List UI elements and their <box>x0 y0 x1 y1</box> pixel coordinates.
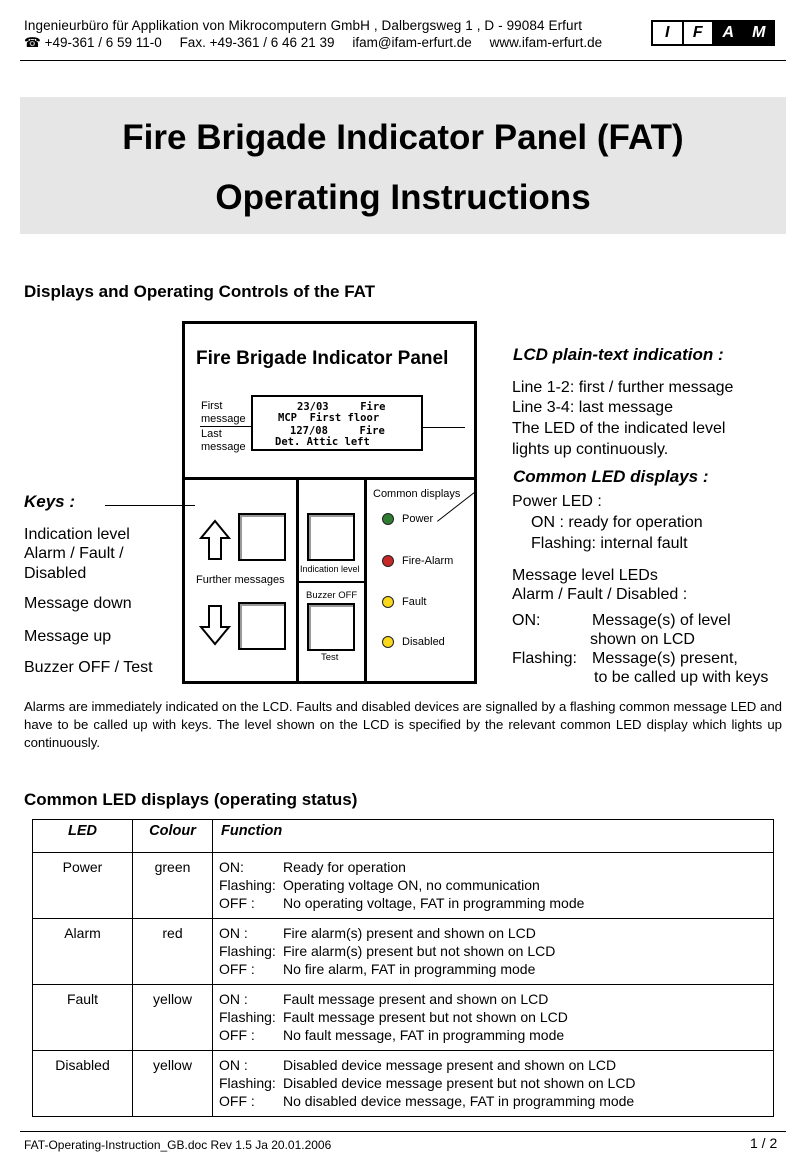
function-line <box>219 924 767 942</box>
key-item-message-down: Message down <box>24 595 132 612</box>
body-paragraph: Alarms are immediately indicated on the LCD. Faults and disabled devices are signalled by a flashing common message LED and have to be called up with keys. The level shown on the LCD is specified by the relevant common LED display which lights up continuously. <box>24 699 782 750</box>
function-description: Disabled device message present and shown on LCD <box>283 1057 617 1073</box>
cell-function <box>213 919 774 985</box>
keys-pointer-line <box>105 505 195 506</box>
function-state: ON: <box>219 859 244 875</box>
column-header-colour: Colour <box>133 820 213 853</box>
cell-led: Fault <box>33 985 133 1051</box>
message-up-key[interactable] <box>238 513 286 561</box>
flashing-value-2: to be called up with keys <box>594 669 769 686</box>
buzzer-test-key[interactable] <box>307 603 355 651</box>
function-line <box>219 876 767 894</box>
cell-colour: green <box>133 853 213 919</box>
table-row <box>33 1051 774 1117</box>
function-description: No disabled device message, FAT in programming mode <box>283 1093 635 1109</box>
lcd-info-line-3: The LED of the indicated level <box>512 420 726 437</box>
title-line-2: Operating Instructions <box>215 178 591 217</box>
function-line <box>219 942 767 960</box>
key-item-alarm-fault: Alarm / Fault / <box>24 545 124 562</box>
fire-alarm-led <box>382 555 394 567</box>
key-item-message-up: Message up <box>24 628 112 645</box>
function-state: ON : <box>219 991 248 1007</box>
website: www.ifam-erfurt.de <box>489 35 603 50</box>
function-state: OFF : <box>219 1027 255 1043</box>
title-line-1: Fire Brigade Indicator Panel (FAT) <box>122 118 684 157</box>
function-description: Fire alarm(s) present and shown on LCD <box>283 925 536 941</box>
table-header-row <box>33 820 774 853</box>
power-led-label: Power <box>402 513 434 525</box>
table-row <box>33 919 774 985</box>
panel-title: Fire Brigade Indicator Panel <box>196 348 449 369</box>
buzzer-off-label: Buzzer OFF <box>306 590 358 601</box>
contact-line <box>24 35 616 51</box>
function-line <box>219 960 767 978</box>
function-description: No operating voltage, FAT in programming mode <box>283 895 585 911</box>
led-info-heading: Common LED displays : <box>513 467 709 486</box>
function-state: Flashing: <box>219 877 276 893</box>
function-state: Flashing: <box>219 943 276 959</box>
function-state: OFF : <box>219 1093 255 1109</box>
keys-heading: Keys : <box>24 492 76 511</box>
flashing-key-label: Flashing: <box>512 650 577 667</box>
label-divider <box>200 426 252 427</box>
indication-level-label: Indication level <box>300 564 360 574</box>
panel-vdivider-2 <box>364 477 367 684</box>
key-item-buzzer-test: Buzzer OFF / Test <box>24 659 153 676</box>
logo-letter-a: A <box>714 22 745 44</box>
lcd-line-2: MCP First floor <box>278 412 380 424</box>
function-description: Operating voltage ON, no communication <box>283 877 540 893</box>
on-key-label: ON: <box>512 612 541 629</box>
lcd-pointer-line <box>423 427 465 428</box>
column-header-function: Function <box>213 820 774 853</box>
cell-function <box>213 985 774 1051</box>
column-header-led: LED <box>33 820 133 853</box>
ifam-logo <box>651 20 775 46</box>
table-row <box>33 853 774 919</box>
function-description: Fault message present but not shown on LCD <box>283 1009 568 1025</box>
function-line <box>219 1092 767 1110</box>
function-state: ON : <box>219 1057 248 1073</box>
company-line: Ingenieurbüro für Applikation von Mikrocomputern GmbH , Dalbergsweg 1 , D - 99084 Erfurt <box>24 18 583 33</box>
function-line <box>219 858 767 876</box>
on-value-1: Message(s) of level <box>592 612 731 629</box>
cell-led: Disabled <box>33 1051 133 1117</box>
lcd-line-4: Det. Attic left <box>275 436 370 448</box>
lcd-line-1: 23/03 Fire <box>297 401 386 413</box>
lcd-info-line-4: lights up continuously. <box>512 441 669 458</box>
page-number: 1 / 2 <box>750 1135 778 1151</box>
further-messages-label: Further messages <box>196 574 285 586</box>
power-led <box>382 513 394 525</box>
cell-colour: yellow <box>133 985 213 1051</box>
function-line <box>219 1074 767 1092</box>
section-heading-led-table: Common LED displays (operating status) <box>24 790 358 809</box>
function-description: Disabled device message present but not shown on LCD <box>283 1075 636 1091</box>
lcd-info-heading: LCD plain-text indication : <box>513 345 724 364</box>
logo-letter-i: I <box>653 22 684 44</box>
cell-led: Alarm <box>33 919 133 985</box>
phone: ☎ +49-361 / 6 59 11-0 <box>24 35 162 50</box>
level-led-info-1: Message level LEDs <box>512 567 658 584</box>
function-line <box>219 1026 767 1044</box>
fault-led <box>382 596 394 608</box>
fault-led-label: Fault <box>402 596 427 608</box>
function-line <box>219 1056 767 1074</box>
function-line <box>219 990 767 1008</box>
arrow-down-icon <box>198 603 232 647</box>
arrow-up-icon <box>198 518 232 562</box>
test-label: Test <box>321 652 339 663</box>
led-status-table <box>32 819 774 1117</box>
footer-rule <box>20 1131 786 1132</box>
cell-function <box>213 853 774 919</box>
function-description: Ready for operation <box>283 859 406 875</box>
email: ifam@ifam-erfurt.de <box>352 35 472 50</box>
function-state: ON : <box>219 925 248 941</box>
logo-letter-f: F <box>684 22 715 44</box>
function-description: No fault message, FAT in programming mode <box>283 1027 565 1043</box>
cell-led: Power <box>33 853 133 919</box>
lcd-info-line-1: Line 1-2: first / further message <box>512 379 734 396</box>
function-state: Flashing: <box>219 1075 276 1091</box>
section-heading-controls: Displays and Operating Controls of the FAT <box>24 282 376 301</box>
function-description: Fire alarm(s) present but not shown on LCD <box>283 943 556 959</box>
lcd-info-line-2: Line 3-4: last message <box>512 399 673 416</box>
panel-divider <box>182 477 477 480</box>
cell-function <box>213 1051 774 1117</box>
power-led-on-info: ON : ready for operation <box>531 514 703 531</box>
on-value-2: shown on LCD <box>590 631 695 648</box>
message-down-key[interactable] <box>238 602 286 650</box>
flashing-value-1: Message(s) present, <box>592 650 738 667</box>
disabled-led <box>382 636 394 648</box>
key-item-indication-level: Indication level <box>24 526 130 543</box>
function-description: Fault message present and shown on LCD <box>283 991 549 1007</box>
power-led-flash-info: Flashing: internal fault <box>531 535 688 552</box>
function-line <box>219 894 767 912</box>
key-item-disabled: Disabled <box>24 565 87 582</box>
fax: Fax. +49-361 / 6 46 21 39 <box>179 35 335 50</box>
disabled-led-label: Disabled <box>402 636 445 648</box>
power-led-info: Power LED : <box>512 493 602 510</box>
first-message-label: First message <box>201 400 246 425</box>
cell-colour: yellow <box>133 1051 213 1117</box>
common-displays-label: Common displays <box>373 488 461 500</box>
header-rule <box>20 60 786 61</box>
level-led-info-2: Alarm / Fault / Disabled : <box>512 586 688 603</box>
panel-hdivider-small <box>299 581 364 583</box>
lcd-line-3: 127/08 Fire <box>290 425 385 437</box>
function-state: OFF : <box>219 961 255 977</box>
function-state: Flashing: <box>219 1009 276 1025</box>
fire-alarm-led-label: Fire-Alarm <box>402 555 454 567</box>
cell-colour: red <box>133 919 213 985</box>
last-message-label: Last message <box>201 428 246 453</box>
function-line <box>219 1008 767 1026</box>
logo-letter-m: M <box>745 22 774 44</box>
lcd-display <box>251 395 423 451</box>
footer-doc-info: FAT-Operating-Instruction_GB.doc Rev 1.5 Ja 20.01.2006 <box>24 1138 332 1152</box>
table-row <box>33 985 774 1051</box>
indication-level-key[interactable] <box>307 513 355 561</box>
function-state: OFF : <box>219 895 255 911</box>
function-description: No fire alarm, FAT in programming mode <box>283 961 536 977</box>
